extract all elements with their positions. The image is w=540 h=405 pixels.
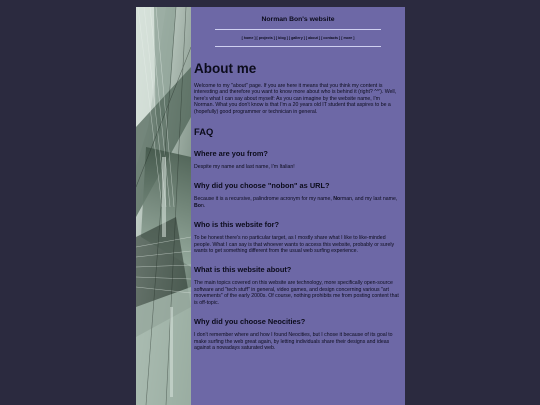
answer-text: rman, and my last name, — [340, 196, 398, 203]
page-frame — [136, 7, 405, 405]
answer-text: n. — [200, 202, 206, 209]
nav-home-link[interactable]: home — [243, 36, 254, 40]
intro-paragraph: Welcome to my "about" page. If you are here it means that you think my content is interesting and therefore you want to know more about who is behind it (right? ^^'). Well, here's what I can say about myself: As you can imagine by the website name, I'm Norman. What you don't know is that I'm a 20 years old IT student that aspires to be a (hopefully) good programmer or technician in general. — [194, 83, 397, 115]
nav-contacts-link[interactable]: contacts — [323, 36, 339, 40]
faq-question: Why did you choose Neocities? — [194, 317, 306, 327]
faq-heading: FAQ — [194, 126, 214, 138]
nav-gallery-link[interactable]: gallery — [291, 36, 303, 40]
answer-bold-text: No — [333, 196, 341, 203]
faq-answer: To be honest there's no particular target, as I mostly share what I like to like-minded people. What I can say is that whoever wants to access this website, probably or surely wants to get something different from the usual web surfing experience. — [194, 235, 395, 255]
faq-question: Why did you choose "nobon" as URL? — [194, 181, 330, 191]
nav-divider — [215, 46, 381, 47]
faq-question: Where are you from? — [194, 149, 268, 159]
answer-text: Because it is a recursive, palindrome acronym for my name, — [194, 196, 334, 203]
header-divider — [215, 29, 381, 30]
sidebar-decorative-image — [136, 7, 191, 405]
main-content — [191, 61, 405, 351]
faq-question: What is this website about? — [194, 265, 292, 275]
faq-answer: I don't remember where and how I found Neocities, but I chose it because of its goal to make surfing the web great again, by letting individuals share their designs and ideas against a nowadays saturated web. — [194, 332, 393, 351]
answer-bold-text: Bo — [194, 202, 201, 209]
nav-bar: [ home ] [ projects ] [ blog ] [ gallery ] [ about ] [ contacts ] [ more ] — [241, 36, 355, 40]
site-title: Norman Bon's website — [261, 16, 335, 23]
faq-answer — [194, 196, 399, 209]
abstract-architecture-image — [136, 7, 191, 405]
nav-more-link[interactable]: more — [343, 36, 353, 40]
faq-answer: The main topics covered on this website are technology, more specifically open-source software and "tech stuff" in general, video games, and design concerning various "art movements" of the early 2000s. Of course, nothing prohibits me from posting content that is off-topic. — [194, 280, 399, 306]
page-heading: About me — [194, 61, 257, 76]
nav-about-link[interactable]: about — [308, 36, 318, 40]
nav-projects-link[interactable]: projects — [258, 36, 273, 40]
nav-blog-link[interactable]: blog — [278, 36, 286, 40]
faq-question: Who is this website for? — [194, 220, 279, 230]
content-panel — [191, 7, 405, 405]
faq-answer: Despite my name and last name, I'm Italian! — [194, 164, 295, 171]
